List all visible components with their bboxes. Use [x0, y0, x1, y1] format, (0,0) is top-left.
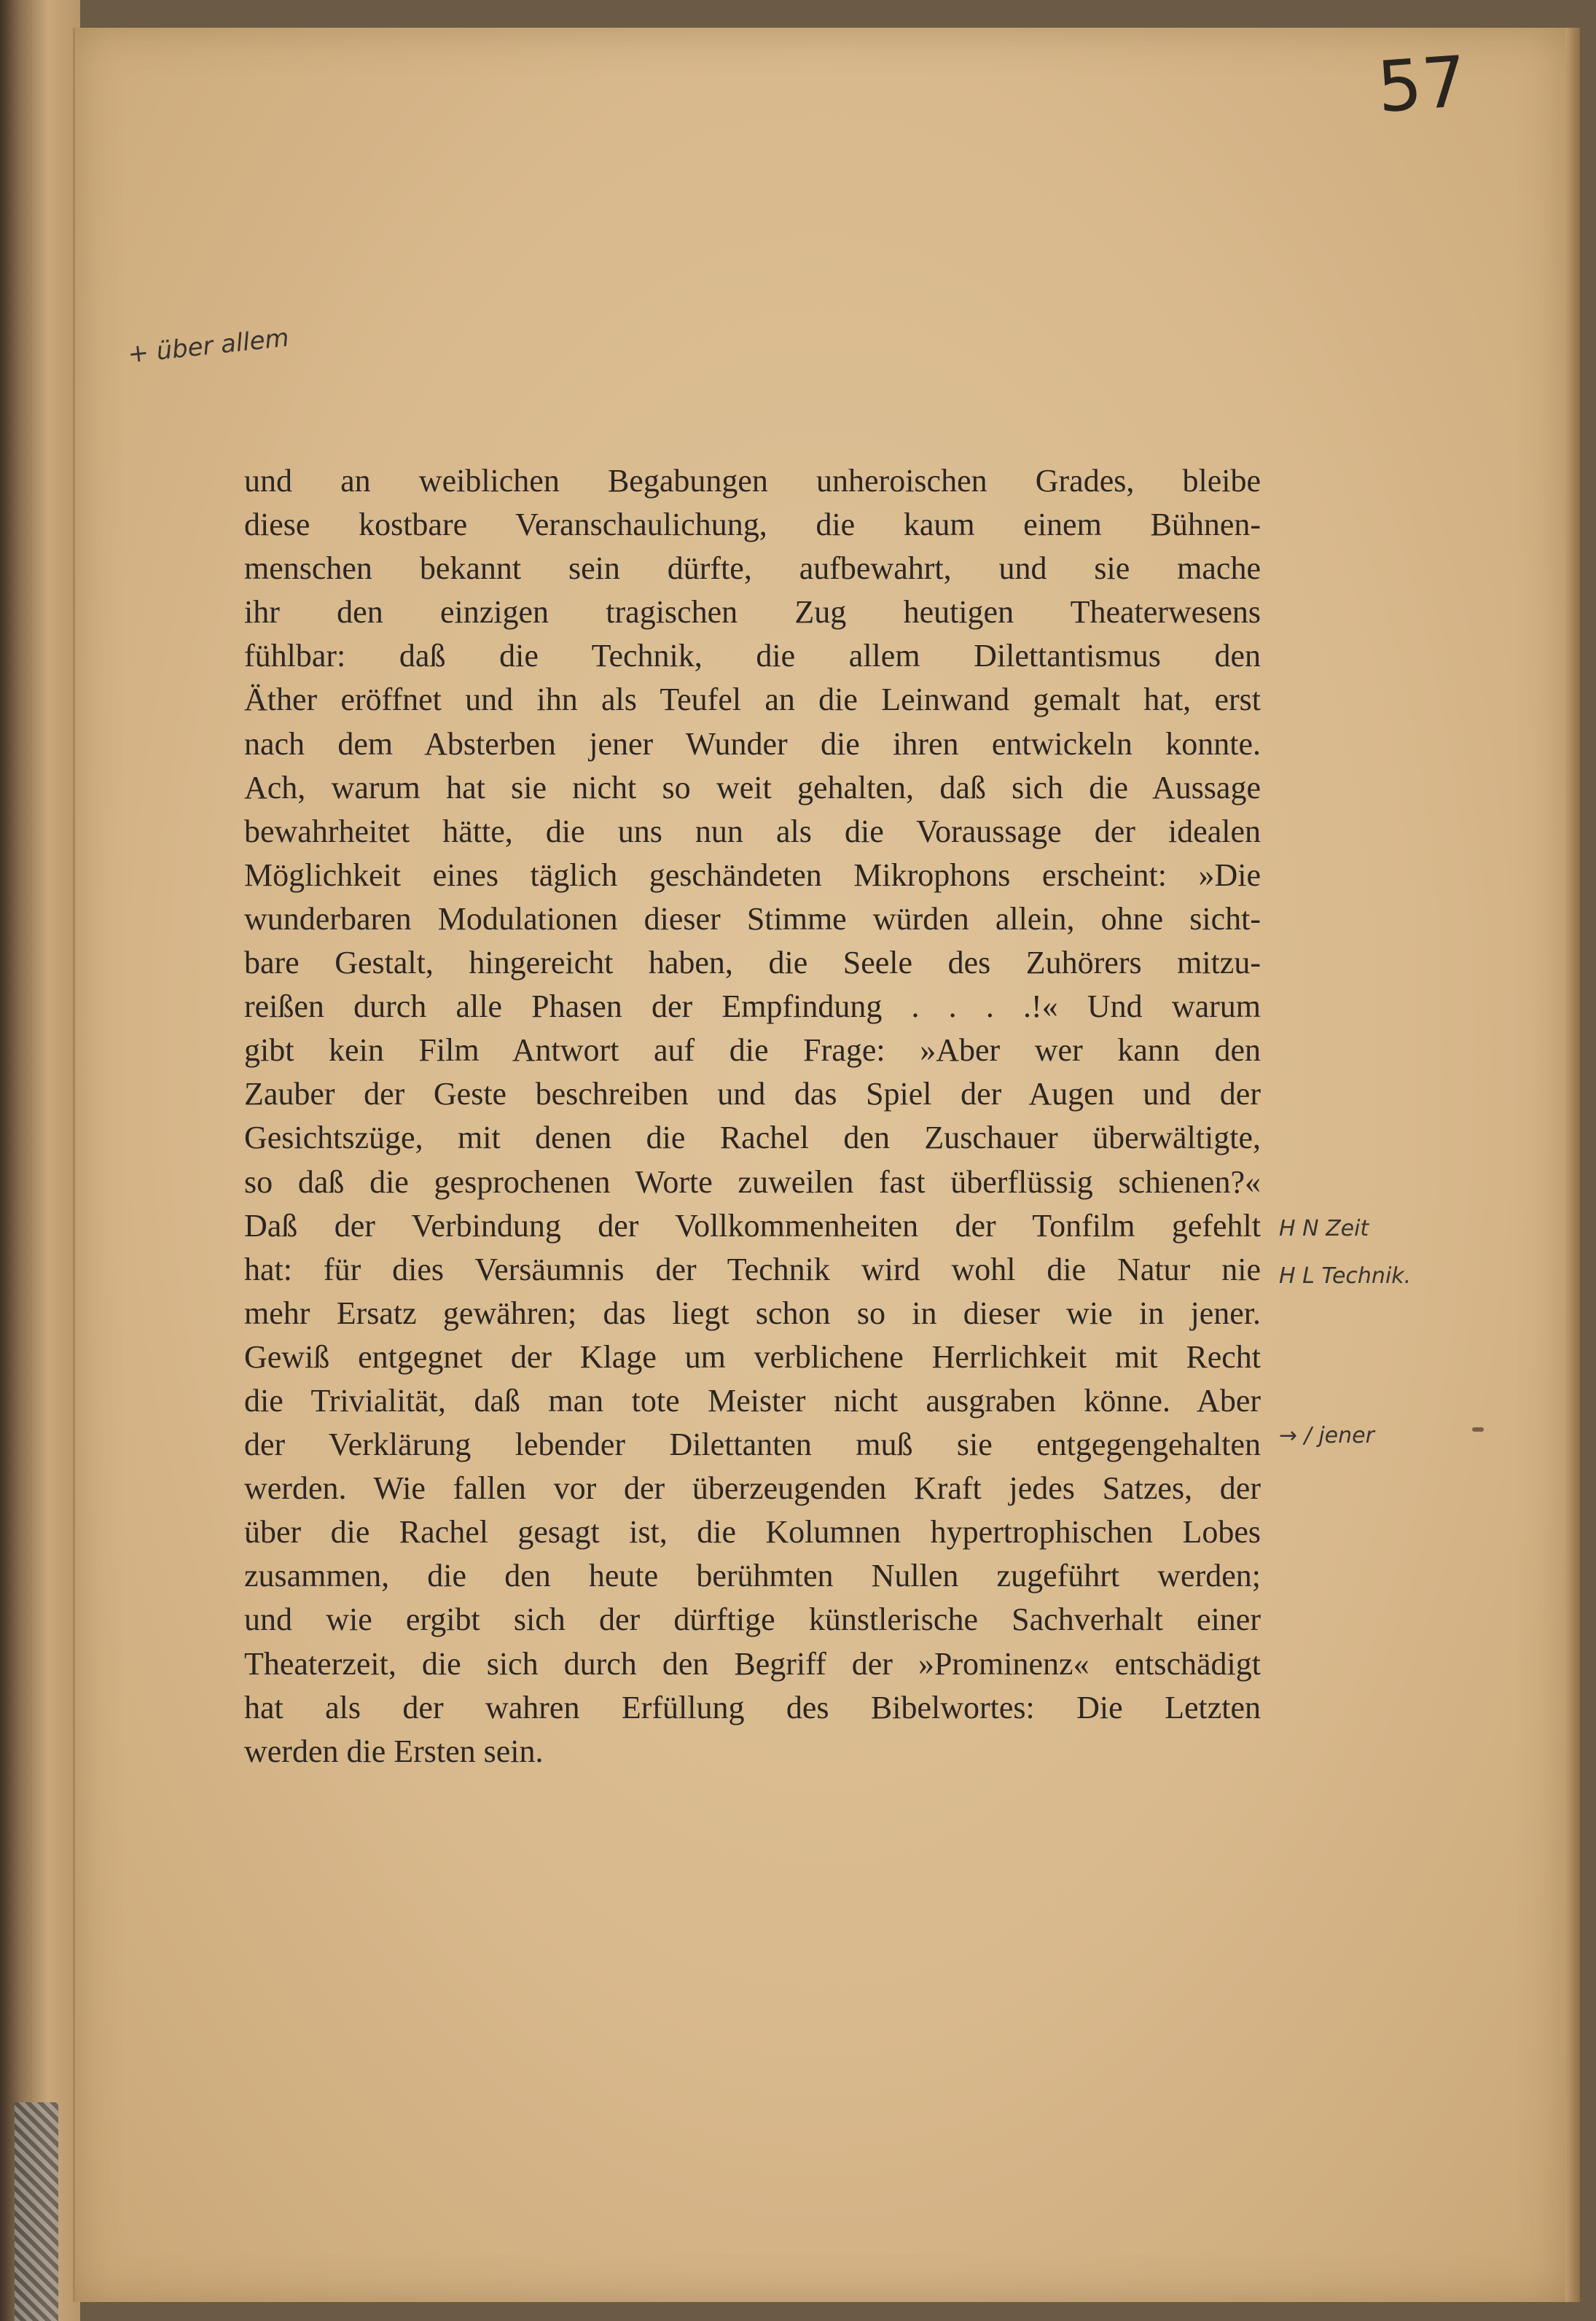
text-line: und an weiblichen Begabungen unheroischen Grades, bleibe — [244, 463, 1261, 499]
text-line: Äther eröffnet und ihn als Teufel an die Leinwand gemalt hat, erst — [244, 682, 1261, 718]
text-line: Ach, warum hat sie nicht so weit gehalten, daß sich die Aussage — [244, 769, 1261, 805]
text-line: mehr Ersatz gewähren; das liegt schon so in dieser wie in jener. — [244, 1295, 1261, 1331]
text-line: hat: für dies Versäumnis der Technik wird wohl die Natur nie — [244, 1251, 1261, 1287]
text-line: Theaterzeit, die sich durch den Begriff der »Prominenz« entschädigt — [244, 1645, 1261, 1682]
text-line: wunderbaren Modulationen dieser Stimme würden allein, ohne sicht- — [244, 900, 1261, 937]
text-line: Gesichtszüge, mit denen die Rachel den Zuschauer überwältigte, — [244, 1120, 1261, 1156]
text-line: über die Rachel gesagt ist, die Kolumnen hypertrophischen Lobes — [244, 1514, 1261, 1550]
text-line: reißen durch alle Phasen der Empfindung . . . .!« Und warum — [244, 988, 1261, 1025]
text-line: Zauber der Geste beschreiben und das Spiel der Augen und der — [244, 1076, 1261, 1112]
text-line: Möglichkeit eines täglich geschändeten Mikrophons erscheint: »Die — [244, 857, 1261, 893]
text-line: werden. Wie fallen vor der überzeugenden Kraft jedes Satzes, der — [244, 1470, 1261, 1507]
text-line: Daß der Verbindung der Vollkommenheiten der Tonfilm gefehlt — [244, 1207, 1261, 1244]
text-line: bare Gestalt, hingereicht haben, die Seele des Zuhörers mitzu- — [244, 945, 1261, 981]
text-line: Gewiß entgegnet der Klage um verblichene Herrlichkeit mit Recht — [244, 1338, 1261, 1375]
text-line: menschen bekannt sein dürfte, aufbewahrt, und sie mache — [244, 550, 1261, 587]
body-text — [244, 459, 1261, 1774]
margin-note: H L Technik. — [1279, 1263, 1412, 1289]
text-line: so daß die gesprochenen Worte zuweilen fast überflüssig schienen?« — [244, 1163, 1261, 1200]
margin-note: H N Zeit — [1279, 1216, 1369, 1241]
text-line: fühlbar: daß die Technik, die allem Dilettantismus den — [244, 638, 1261, 674]
text-line: hat als der wahren Erfüllung des Bibelwortes: Die Letzten — [244, 1689, 1261, 1725]
binding-cloth-stripe — [15, 2102, 58, 2321]
text-line: diese kostbare Veranschaulichung, die kaum einem Bühnen- — [244, 507, 1261, 543]
text-line: der Verklärung lebender Dilettanten muß sie entgegengehalten — [244, 1427, 1261, 1463]
text-line: nach dem Absterben jener Wunder die ihren entwickeln konnte. — [244, 725, 1261, 762]
margin-note: → / jener — [1279, 1423, 1374, 1448]
page-number: 57 — [1374, 40, 1469, 129]
text-line: zusammen, die den heute berühmten Nullen zugeführt werden; — [244, 1558, 1261, 1594]
text-line: und wie ergibt sich der dürftige künstlerische Sachverhalt einer — [244, 1602, 1261, 1638]
text-line: die Trivialität, daß man tote Meister nicht ausgraben könne. Aber — [244, 1382, 1261, 1419]
margin-dash-mark — [1472, 1427, 1484, 1432]
text-line: gibt kein Film Antwort auf die Frage: »Aber wer kann den — [244, 1032, 1261, 1069]
text-line: bewahrheitet hätte, die uns nun als die Voraussage der idealen — [244, 813, 1261, 849]
text-line: werden die Ersten sein. — [244, 1733, 544, 1769]
text-line: ihr den einzigen tragischen Zug heutigen Theaterwesens — [244, 594, 1261, 631]
handwritten-annotation-top: + über allem — [126, 323, 291, 370]
book-binding — [0, 0, 80, 2321]
